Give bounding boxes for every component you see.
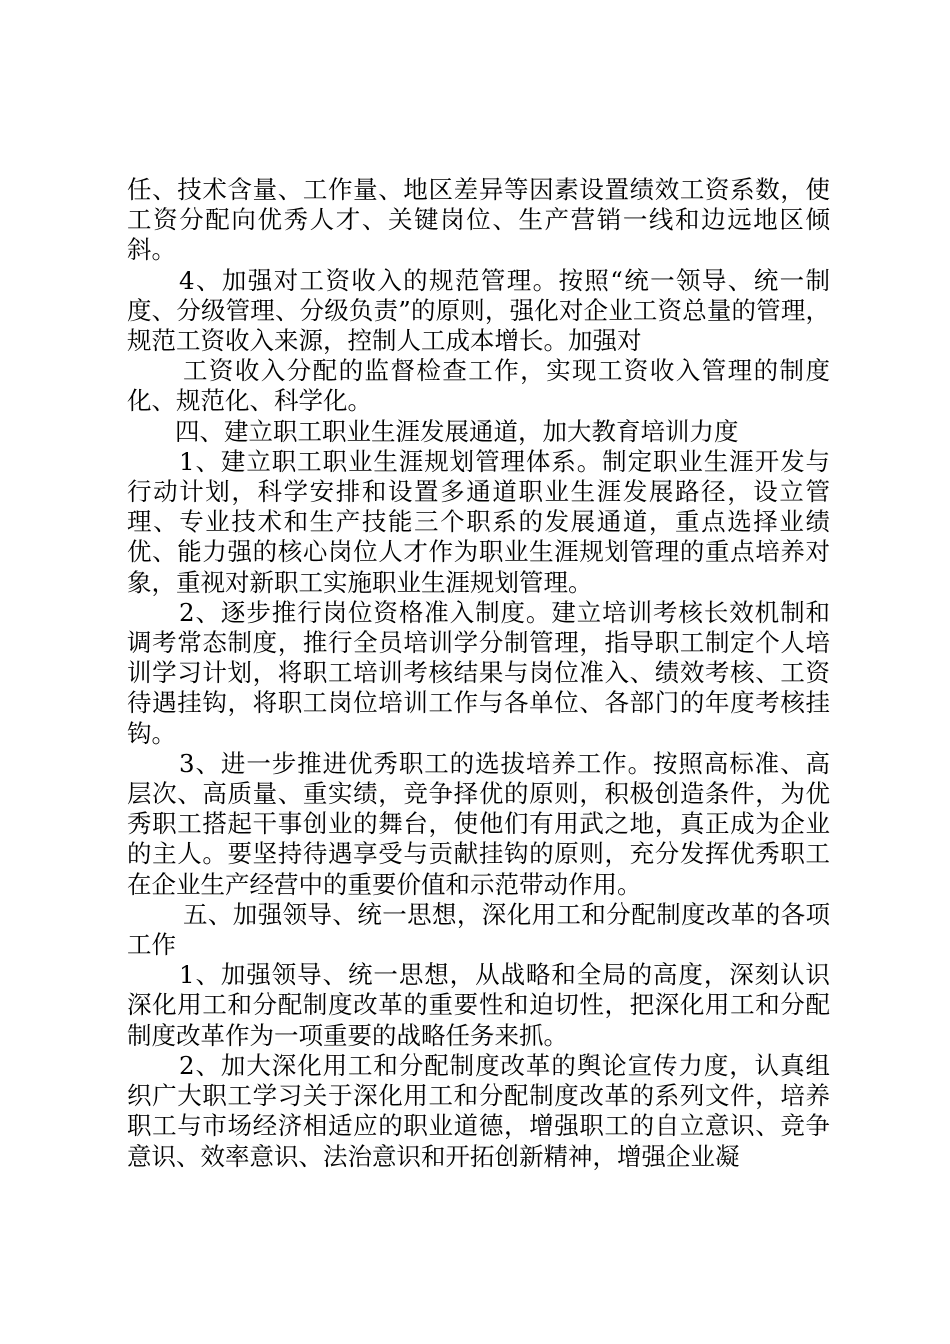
paragraph-item-4-continued: 工资收入分配的监督检查工作，实现工资收入管理的制度化、规范化、科学化。 bbox=[127, 356, 830, 416]
paragraph-section5-item-1: 1、加强领导、统一思想，从战略和全局的高度，深刻认识深化用工和分配制度改革的重要性和迫切性，把深化用工和分配制度改革作为一项重要的战略任务来抓。 bbox=[127, 960, 830, 1050]
paragraph-section4-item-2: 2、逐步推行岗位资格准入制度。建立培训考核长效机制和调考常态制度，推行全员培训学分制管理，指导职工制定个人培训学习计划，将职工培训考核结果与岗位准入、绩效考核、工资待遇挂钩，将职工岗位培训工作与各单位、各部门的年度考核挂钩。 bbox=[127, 597, 830, 748]
document-body bbox=[127, 175, 830, 1172]
paragraph-section4-item-1: 1、建立职工职业生涯规划管理体系。制定职业生涯开发与行动计划，科学安排和设置多通道职业生涯发展路径，设立管理、专业技术和生产技能三个职系的发展通道，重点选择业绩优、能力强的核心岗位人才作为职业生涯规划管理的重点培养对象，重视对新职工实施职业生涯规划管理。 bbox=[127, 446, 830, 597]
paragraph-section5-item-2: 2、加大深化用工和分配制度改革的舆论宣传力度，认真组织广大职工学习关于深化用工和分配制度改革的系列文件，培养职工与市场经济相适应的职业道德，增强职工的自立意识、竞争意识、效率意识、法治意识和开拓创新精神，增强企业凝 bbox=[127, 1050, 830, 1171]
section-heading-4: 四、建立职工职业生涯发展通道，加大教育培训力度 bbox=[175, 416, 739, 446]
paragraph-continuation: 任、技术含量、工作量、地区差异等因素设置绩效工资系数，使工资分配向优秀人才、关键岗位、生产营销一线和边远地区倾斜。 bbox=[127, 175, 830, 265]
section-heading-5: 五、加强领导、统一思想，深化用工和分配制度改革的各项工作 bbox=[127, 899, 830, 960]
paragraph-item-4: 4、加强对工资收入的规范管理。按照“统一领导、统一制度、分级管理、分级负责”的原则，强化对企业工资总量的管理，规范工资收入来源，控制人工成本增长。加强对 bbox=[127, 265, 830, 356]
paragraph-section4-item-3: 3、进一步推进优秀职工的选拔培养工作。按照高标准、高层次、高质量、重实绩，竞争择优的原则，积极创造条件，为优秀职工搭起干事创业的舞台，使他们有用武之地，真正成为企业的主人。要坚持待遇享受与贡献挂钩的原则，充分发挥优秀职工在企业生产经营中的重要价值和示范带动作用。 bbox=[127, 748, 830, 899]
